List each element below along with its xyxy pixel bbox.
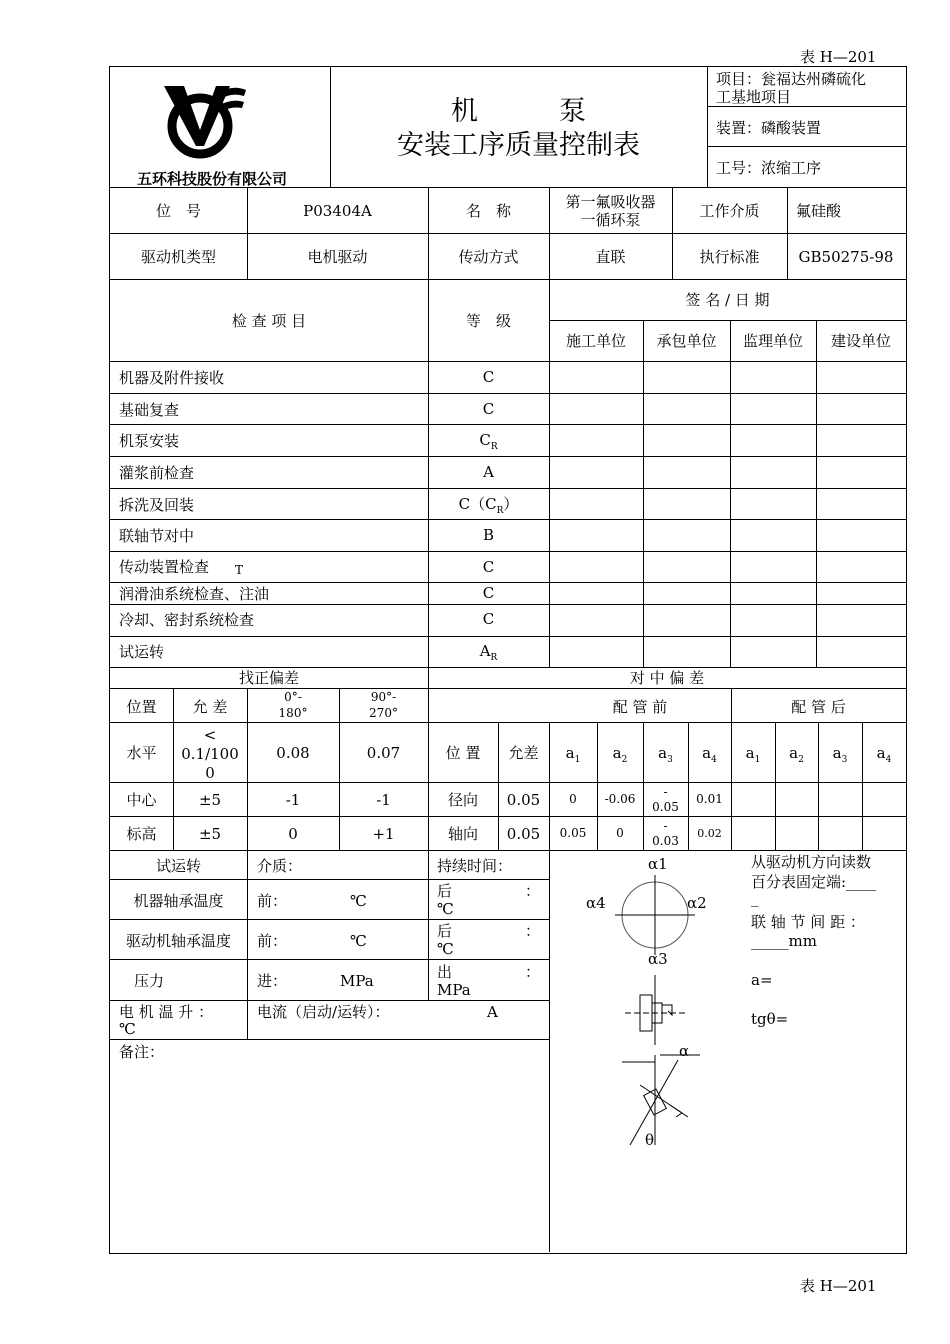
- axial-tolerance: 0.05: [506, 825, 541, 843]
- form-number-top: 表 H—201: [800, 48, 877, 66]
- coupling-icon: [625, 975, 685, 1045]
- standard-label: 执行标准: [699, 248, 760, 266]
- reading-direction-note: 从驱动机方向读数: [751, 853, 872, 871]
- check-item: 机泵安装: [119, 432, 180, 450]
- standard-value: GB50275-98: [798, 248, 894, 266]
- medium-label: 工作介质: [699, 202, 760, 220]
- check-grade: B: [482, 526, 495, 544]
- header-0-180: 0°-: [284, 690, 302, 704]
- check-item: 基础复查: [119, 401, 180, 419]
- radial-a3-sign: -: [663, 785, 668, 799]
- transmission-label: 传动方式: [458, 248, 519, 266]
- radial-a2: -0.06: [604, 792, 636, 806]
- medium-field-label: 介质：: [257, 857, 303, 875]
- motor-current-unit: A: [487, 1003, 498, 1021]
- motor-temp-rise-label: 电 机 温 升 ：: [119, 1003, 214, 1021]
- axial-a3: 0.03: [652, 834, 679, 848]
- inlet-pressure-unit: MPa: [340, 972, 374, 990]
- check-grade: $C(C_R)$: [458, 495, 519, 516]
- check-grade: C: [482, 610, 495, 628]
- level-tolerance-a: <: [203, 726, 217, 744]
- axial-a3-sign: -: [663, 819, 668, 833]
- a1-before: $a_1$: [565, 744, 581, 765]
- machine-bearing-after: 后: [437, 882, 453, 900]
- title-line1: 机 泵: [451, 96, 586, 127]
- transmission-value: 直联: [595, 248, 626, 266]
- position-no-label: 位 号: [155, 202, 201, 220]
- alignment-position-header: 位 置: [445, 744, 481, 762]
- alignment-tolerance-header: 允差: [508, 744, 539, 762]
- sign-date-header: 签 名 / 日 期: [685, 291, 770, 309]
- level-90-270-value: 0.07: [366, 744, 401, 762]
- a2-before: $a_2$: [612, 744, 628, 765]
- machine-bearing-after-colon: ：: [525, 882, 541, 900]
- check-item: 灌浆前检查: [119, 464, 195, 482]
- coupling-distance-value: _____mm: [751, 932, 817, 950]
- medium-value: 氟硅酸: [796, 202, 842, 220]
- elevation-label: 标高: [126, 825, 157, 843]
- alpha3-label: α3: [648, 950, 668, 968]
- position-no-value: P03404A: [303, 202, 372, 220]
- form-number-bottom: 表 H—201: [800, 1277, 877, 1295]
- center-0-180-value: -1: [285, 791, 301, 809]
- center-tolerance: ±5: [198, 791, 222, 809]
- gauge-fixed-end: 百分表固定端:____: [751, 873, 877, 891]
- elevation-tolerance: ±5: [198, 825, 222, 843]
- check-item: 冷却、密封系统检查: [119, 611, 255, 629]
- a4-before: $a_4$: [702, 744, 717, 765]
- motor-current-label: 电流（启动/运转）：: [257, 1003, 390, 1021]
- name-label: 名 称: [465, 202, 511, 220]
- device-label: 装置：磷酸装置: [716, 119, 822, 137]
- unit-owner: 建设单位: [830, 332, 891, 350]
- company-name: 五环科技股份有限公司: [137, 170, 288, 188]
- check-item: 联轴节对中: [119, 527, 195, 545]
- remarks-label: 备注：: [119, 1043, 165, 1061]
- alpha-label: α: [679, 1042, 690, 1060]
- check-grade: C: [482, 400, 495, 418]
- angle-icon: [622, 1055, 700, 1145]
- driver-bearing-before: 前：: [257, 932, 288, 950]
- radial-a4: 0.01: [696, 792, 723, 806]
- check-item-header: 检 查 项 目: [231, 312, 307, 330]
- inlet-pressure-label: 进：: [257, 972, 288, 990]
- tg-theta-equation: tgθ=: [751, 1010, 789, 1028]
- check-grade: A: [483, 463, 494, 481]
- coupling-distance-label: 联 轴 节 间 距 ：: [751, 913, 865, 931]
- driver-bearing-temp-label: 驱动机轴承温度: [125, 932, 231, 950]
- motor-temp-rise-unit: ℃: [119, 1020, 136, 1038]
- unit-supervisor: 监理单位: [742, 332, 803, 350]
- a3-before: $a_3$: [658, 744, 673, 765]
- driver-type-label: 驱动机类型: [140, 248, 216, 266]
- axial-a1: 0.05: [559, 826, 587, 840]
- header-90-270: 90°-: [370, 690, 397, 704]
- grade-header: 等 级: [465, 312, 511, 330]
- a2-after: $a_2$: [789, 744, 804, 765]
- header-90-270-cont: 270°: [369, 706, 398, 720]
- unit-construction: 施工单位: [565, 332, 626, 350]
- radial-a1: 0: [569, 792, 577, 806]
- driver-bearing-after-unit: ℃: [437, 940, 454, 958]
- check-grade: $C_R$: [479, 431, 498, 452]
- pressure-label: 压力: [133, 972, 164, 990]
- elevation-0-180-value: 0: [288, 825, 298, 843]
- theta-label: θ: [645, 1131, 655, 1149]
- outlet-pressure-colon: ：: [525, 963, 541, 981]
- after-piping-header: 配 管 后: [791, 698, 846, 716]
- project-label-cont: 工基地项目: [716, 88, 792, 106]
- header-tolerance: 允 差: [192, 698, 228, 716]
- check-item: 拆洗及回装: [119, 496, 195, 514]
- machine-bearing-before-unit: ℃: [350, 892, 367, 910]
- alpha1-label: α1: [648, 855, 668, 873]
- a4-after: $a_4$: [876, 744, 892, 765]
- title-line2: 安装工序质量控制表: [397, 130, 640, 161]
- level-tolerance-b: 0.1/100: [181, 745, 239, 763]
- level-label: 水平: [126, 744, 157, 762]
- alignment-left-title: 找正偏差: [238, 669, 299, 687]
- alignment-right-title: 对 中 偏 差: [629, 669, 705, 687]
- check-grade: C: [482, 558, 495, 576]
- alpha2-label: α2: [687, 894, 707, 912]
- driver-bearing-after: 后: [437, 922, 453, 940]
- name-value-cont: 一循环泵: [580, 211, 641, 229]
- machine-bearing-before: 前：: [257, 892, 288, 910]
- driver-bearing-before-unit: ℃: [350, 932, 367, 950]
- radial-a3: 0.05: [652, 800, 679, 814]
- project-label: 项目：瓮福达州磷硫化: [716, 70, 867, 88]
- driver-type-value: 电机驱动: [307, 248, 368, 266]
- axial-a2: 0: [616, 826, 624, 840]
- level-tolerance-c: 0: [205, 764, 215, 782]
- axial-a4: 0.02: [697, 827, 722, 840]
- company-logo-icon: [160, 80, 250, 160]
- unit-contractor: 承包单位: [656, 332, 717, 350]
- elevation-90-270-value: +1: [372, 825, 395, 843]
- check-item-note: T: [235, 563, 244, 577]
- outlet-pressure-unit: MPa: [437, 981, 471, 999]
- check-grade: $A_R$: [479, 642, 498, 663]
- center-label: 中心: [126, 791, 157, 809]
- radial-tolerance: 0.05: [506, 791, 541, 809]
- axial-label: 轴向: [447, 825, 478, 843]
- work-number-label: 工号：浓缩工序: [716, 159, 822, 177]
- check-item: 润滑油系统检查、注油: [119, 585, 270, 603]
- a1-after: $a_1$: [745, 744, 761, 765]
- check-grade: C: [482, 368, 495, 386]
- a3-after: $a_3$: [832, 744, 848, 765]
- gauge-fixed-end-cont: _: [751, 889, 759, 907]
- header-position: 位置: [126, 698, 157, 716]
- check-item: 试运转: [119, 643, 165, 661]
- machine-bearing-temp-label: 机器轴承温度: [133, 892, 224, 910]
- header-0-180-cont: 180°: [278, 706, 308, 720]
- alpha4-label: α4: [586, 894, 606, 912]
- check-item: 传动装置检查: [119, 558, 210, 576]
- center-90-270-value: -1: [376, 791, 391, 809]
- check-grade: C: [482, 584, 495, 602]
- name-value: 第一氟吸收器: [565, 193, 656, 211]
- driver-bearing-after-colon: ：: [525, 922, 541, 940]
- radial-label: 径向: [447, 791, 478, 809]
- duration-field-label: 持续时间：: [437, 857, 513, 875]
- machine-bearing-after-unit: ℃: [437, 900, 454, 918]
- trial-run-label: 试运转: [155, 857, 201, 875]
- before-piping-header: 配 管 前: [612, 698, 668, 716]
- a-equation: a=: [751, 971, 773, 989]
- level-0-180-value: 0.08: [276, 744, 310, 762]
- outlet-pressure-label: 出: [437, 963, 453, 981]
- check-item: 机器及附件接收: [119, 369, 225, 387]
